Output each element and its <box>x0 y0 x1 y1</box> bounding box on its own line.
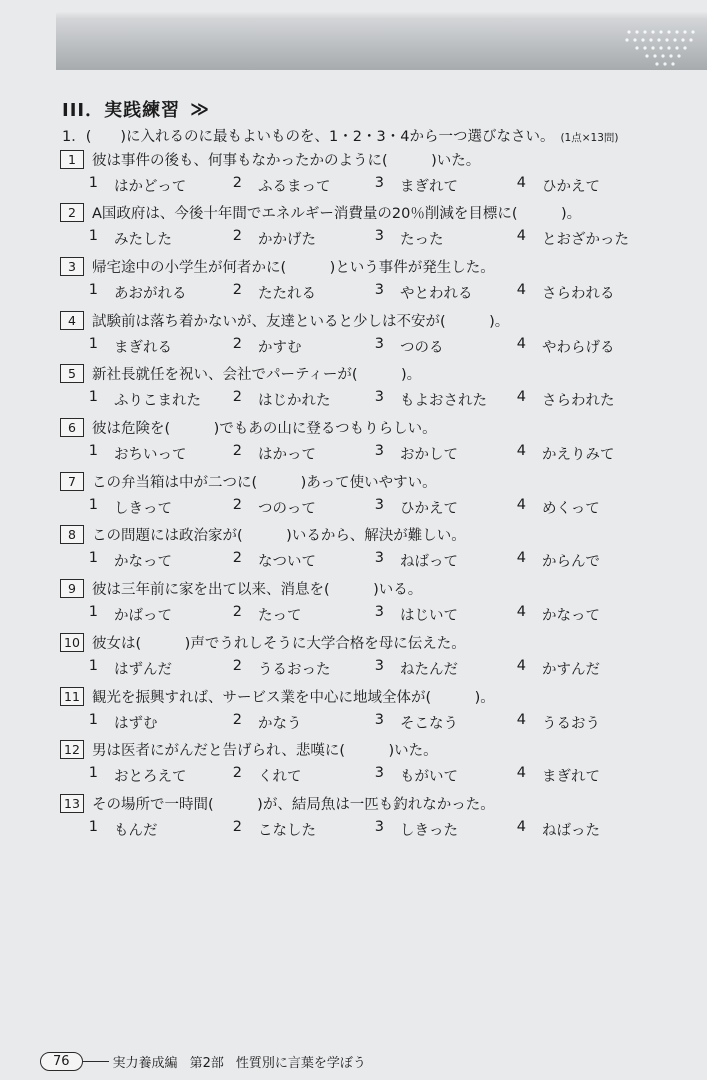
question-number: 8 <box>60 525 84 544</box>
option-text: そこなう <box>400 715 458 732</box>
question-line <box>60 417 700 439</box>
option-text: かかげた <box>258 232 316 249</box>
option-number: 1 <box>88 335 98 352</box>
option-text: かすんだ <box>542 661 600 678</box>
answer-option[interactable] <box>88 175 186 196</box>
option-text: とおざかった <box>542 232 629 249</box>
question-text: この弁当箱は中が二つに( )あって使いやすい。 <box>92 474 437 491</box>
question-item <box>60 578 700 627</box>
answer-options <box>60 603 700 627</box>
option-text: ねばった <box>542 822 600 839</box>
option-text: ひかえて <box>542 178 600 195</box>
option-number: 1 <box>88 711 98 728</box>
option-number: 2 <box>232 335 242 352</box>
option-text: あおがれる <box>114 285 187 302</box>
answer-options <box>60 280 700 304</box>
option-number: 3 <box>374 335 384 352</box>
answer-option[interactable] <box>232 658 331 679</box>
option-number: 1 <box>88 281 98 298</box>
question-number: 2 <box>60 203 84 222</box>
option-text: はずむ <box>114 715 158 732</box>
option-text: めくって <box>542 500 600 517</box>
option-number: 4 <box>516 550 526 567</box>
answer-option[interactable] <box>232 497 316 518</box>
answer-option[interactable] <box>516 550 600 571</box>
question-text: 男は医者にがんだと告げられ、悲嘆に( )いた。 <box>92 743 438 760</box>
answer-option[interactable] <box>516 228 629 249</box>
option-text: まぎれる <box>114 339 172 356</box>
option-number: 2 <box>232 496 242 513</box>
question-number: 12 <box>60 740 84 759</box>
question-text: この問題には政治家が( )いるから、解決が難しい。 <box>92 528 466 545</box>
option-text: たたれる <box>258 285 316 302</box>
question-line <box>60 309 700 331</box>
question-number: 3 <box>60 257 84 276</box>
question-item <box>60 524 700 573</box>
answer-option[interactable] <box>374 175 458 196</box>
option-text: からんで <box>542 554 600 571</box>
option-text: こなした <box>258 822 316 839</box>
option-number: 1 <box>88 604 98 621</box>
answer-option[interactable] <box>88 819 158 840</box>
question-number: 4 <box>60 311 84 330</box>
question-line <box>60 148 700 170</box>
option-text: おとろえて <box>114 769 187 786</box>
option-text: かすむ <box>258 339 302 356</box>
option-text: つのる <box>400 339 444 356</box>
question-text: 観光を振興すれば、サービス業を中心に地域全体が( )。 <box>92 689 495 706</box>
option-number: 1 <box>88 389 98 406</box>
option-text: たって <box>258 608 302 625</box>
option-text: うるおう <box>542 715 600 732</box>
option-number: 1 <box>88 443 98 459</box>
answer-option[interactable] <box>374 497 458 518</box>
option-text: かなって <box>114 554 172 571</box>
answer-option[interactable] <box>374 765 458 786</box>
question-item <box>60 739 700 788</box>
question-item <box>60 202 700 251</box>
option-text: はじいて <box>400 608 458 625</box>
question-number: 7 <box>60 472 84 491</box>
option-number: 4 <box>516 711 526 728</box>
option-number: 4 <box>516 604 526 621</box>
answer-option[interactable] <box>88 228 172 249</box>
answer-option[interactable] <box>516 336 615 357</box>
option-number: 2 <box>232 657 242 674</box>
option-number: 1 <box>88 765 98 782</box>
answer-option[interactable] <box>88 604 172 625</box>
option-number: 4 <box>516 496 526 513</box>
option-number: 4 <box>516 228 526 245</box>
option-text: しきった <box>400 822 458 839</box>
option-number: 3 <box>374 765 384 782</box>
answer-option[interactable] <box>374 282 473 303</box>
dot-ornament-icon <box>623 26 699 70</box>
question-line <box>60 578 700 600</box>
section-title <box>62 96 206 122</box>
answer-option[interactable] <box>88 765 187 786</box>
option-number: 3 <box>374 550 384 567</box>
option-number: 4 <box>516 389 526 406</box>
option-text: ねたんだ <box>400 661 458 678</box>
question-text: 彼女は( )声でうれしそうに大学合格を母に伝えた。 <box>92 635 466 652</box>
option-number: 2 <box>232 818 242 835</box>
option-text: たった <box>400 232 444 249</box>
answer-option[interactable] <box>374 389 487 410</box>
question-line <box>60 792 700 814</box>
answer-option[interactable] <box>88 389 201 410</box>
footer-rule <box>83 1061 109 1062</box>
question-text: 彼は危険を( )でもあの山に登るつもりらしい。 <box>92 421 437 437</box>
option-number: 4 <box>516 443 526 459</box>
footer-book-section: 実力養成編 <box>112 1056 178 1071</box>
answer-option[interactable] <box>516 175 600 196</box>
answer-option[interactable] <box>374 658 458 679</box>
section-title-text: III．実践練習 <box>62 100 181 121</box>
question-line <box>60 631 700 653</box>
question-item <box>60 792 700 841</box>
question-number: 11 <box>60 687 84 706</box>
answer-option[interactable] <box>88 712 158 733</box>
option-text: はかどって <box>114 178 187 195</box>
answer-option[interactable] <box>232 604 302 625</box>
instruction <box>62 125 619 146</box>
option-text: まぎれて <box>400 178 458 195</box>
answer-option[interactable] <box>516 765 600 786</box>
option-text: まぎれて <box>542 769 600 786</box>
question-line <box>60 470 700 492</box>
answer-option[interactable] <box>374 336 444 357</box>
option-text: おちいって <box>114 447 187 463</box>
answer-options <box>60 442 700 466</box>
option-number: 3 <box>374 496 384 513</box>
option-number: 4 <box>516 335 526 352</box>
option-number: 4 <box>516 657 526 674</box>
answer-option[interactable] <box>516 282 615 303</box>
option-text: ねばって <box>400 554 458 571</box>
option-text: はかって <box>258 447 316 463</box>
answer-options <box>60 495 700 519</box>
answer-option[interactable] <box>516 658 600 679</box>
question-item <box>60 148 700 197</box>
answer-option[interactable] <box>88 658 172 679</box>
question-number: 9 <box>60 579 84 598</box>
answer-option[interactable] <box>232 228 316 249</box>
option-text: おかして <box>400 447 458 463</box>
footer <box>40 1052 366 1071</box>
question-line <box>60 524 700 546</box>
option-text: かばって <box>114 608 172 625</box>
answer-option[interactable] <box>232 282 316 303</box>
option-number: 1 <box>88 657 98 674</box>
option-text: はじかれた <box>258 393 331 410</box>
option-number: 2 <box>232 550 242 567</box>
answer-options <box>60 388 700 412</box>
instruction-text: 1．( )に入れるのに最もよいものを、1・2・3・4から一つ選びなさい。 <box>62 129 555 145</box>
answer-option[interactable] <box>374 228 444 249</box>
answer-option[interactable] <box>88 443 187 464</box>
option-number: 1 <box>88 550 98 567</box>
option-number: 4 <box>516 818 526 835</box>
option-number: 2 <box>232 174 242 191</box>
answer-option[interactable] <box>232 175 331 196</box>
option-text: かなう <box>258 715 302 732</box>
answer-option[interactable] <box>232 389 331 410</box>
option-text: はずんだ <box>114 661 172 678</box>
option-text: つのって <box>258 500 316 517</box>
question-item <box>60 255 700 304</box>
option-number: 2 <box>232 228 242 245</box>
option-number: 4 <box>516 765 526 782</box>
answer-options <box>60 173 700 197</box>
answer-option[interactable] <box>232 765 302 786</box>
footer-part: 第2部 <box>189 1056 224 1071</box>
option-number: 3 <box>374 228 384 245</box>
option-text: もよおされた <box>400 393 487 410</box>
option-text: もんだ <box>114 822 158 839</box>
answer-option[interactable] <box>516 604 600 625</box>
question-text: A国政府は、今後十年間でエネルギー消費量の20％削減を目標に( )。 <box>92 206 582 223</box>
double-chevron-right-icon: ≫ <box>190 98 206 120</box>
answer-option[interactable] <box>516 497 600 518</box>
option-number: 3 <box>374 818 384 835</box>
option-text: ひかえて <box>400 500 458 517</box>
option-text: さらわれる <box>542 285 615 302</box>
option-number: 1 <box>88 228 98 245</box>
option-number: 3 <box>374 604 384 621</box>
question-number: 10 <box>60 633 84 652</box>
answer-option[interactable] <box>374 604 458 625</box>
question-item <box>60 309 700 358</box>
answer-option[interactable] <box>88 497 172 518</box>
question-line <box>60 255 700 277</box>
answer-options <box>60 334 700 358</box>
option-text: さらわれた <box>542 393 615 410</box>
option-number: 2 <box>232 711 242 728</box>
answer-option[interactable] <box>232 336 302 357</box>
option-number: 2 <box>232 281 242 298</box>
question-line <box>60 363 700 385</box>
question-number: 13 <box>60 794 84 813</box>
option-number: 1 <box>88 818 98 835</box>
points-note: (1点×13問) <box>560 132 619 144</box>
question-line <box>60 202 700 224</box>
header-band <box>56 12 707 70</box>
option-number: 1 <box>88 496 98 513</box>
question-item <box>60 470 700 519</box>
option-number: 1 <box>88 174 98 191</box>
option-number: 4 <box>516 174 526 191</box>
answer-option[interactable] <box>516 389 615 410</box>
option-number: 3 <box>374 174 384 191</box>
answer-option[interactable] <box>516 443 615 464</box>
option-text: うるおった <box>258 661 331 678</box>
option-text: かなって <box>542 608 600 625</box>
option-number: 3 <box>374 389 384 406</box>
option-number: 4 <box>516 281 526 298</box>
answer-option[interactable] <box>232 819 316 840</box>
answer-option[interactable] <box>374 712 458 733</box>
answer-option[interactable] <box>232 712 302 733</box>
answer-option[interactable] <box>374 550 458 571</box>
option-text: くれて <box>258 769 302 786</box>
option-number: 3 <box>374 443 384 459</box>
answer-options <box>60 227 700 251</box>
option-text: なついて <box>258 554 316 571</box>
question-item <box>60 685 700 734</box>
answer-option[interactable] <box>374 443 458 464</box>
question-text: 新社長就任を祝い、会社でパーティーが( )。 <box>92 367 422 384</box>
option-text: かえりみて <box>542 447 615 463</box>
answer-option[interactable] <box>232 443 316 464</box>
answer-option[interactable] <box>516 712 600 733</box>
question-line <box>60 685 700 707</box>
answer-options <box>60 710 700 734</box>
answer-option[interactable] <box>374 819 458 840</box>
answer-option[interactable] <box>88 282 187 303</box>
question-text: 試験前は落ち着かないが、友達といると少しは不安が( )。 <box>92 313 510 330</box>
option-text: やわらげる <box>542 339 615 356</box>
answer-options <box>60 764 700 788</box>
question-line <box>60 739 700 761</box>
question-number: 5 <box>60 364 84 383</box>
question-text: その場所で一時間( )が、結局魚は一匹も釣れなかった。 <box>92 796 495 813</box>
option-text: もがいて <box>400 769 458 786</box>
option-text: みたした <box>114 232 172 249</box>
question-item <box>60 363 700 412</box>
option-number: 2 <box>232 604 242 621</box>
question-text: 帰宅途中の小学生が何者かに( )という事件が発生した。 <box>92 259 495 276</box>
option-text: しきって <box>114 500 172 517</box>
question-text: 彼は事件の後も、何事もなかったかのように( )いた。 <box>92 152 481 169</box>
option-text: やとわれる <box>400 285 473 302</box>
option-number: 2 <box>232 389 242 406</box>
question-number: 1 <box>60 150 84 169</box>
option-number: 3 <box>374 657 384 674</box>
answer-options <box>60 656 700 680</box>
answer-option[interactable] <box>88 550 172 571</box>
option-number: 3 <box>374 281 384 298</box>
option-number: 2 <box>232 765 242 782</box>
answer-options <box>60 549 700 573</box>
footer-part-title: 性質別に言葉を学ぼう <box>235 1056 366 1071</box>
answer-options <box>60 817 700 841</box>
option-number: 2 <box>232 443 242 459</box>
question-item <box>60 417 700 466</box>
option-text: ふりこまれた <box>114 393 201 410</box>
question-number: 6 <box>60 418 84 437</box>
question-item <box>60 631 700 680</box>
option-text: ふるまって <box>258 178 331 195</box>
answer-option[interactable] <box>88 336 172 357</box>
page-number: 76 <box>40 1052 83 1071</box>
option-number: 3 <box>374 711 384 728</box>
answer-option[interactable] <box>232 550 316 571</box>
answer-option[interactable] <box>516 819 600 840</box>
question-text: 彼は三年前に家を出て以来、消息を( )いる。 <box>92 582 423 599</box>
